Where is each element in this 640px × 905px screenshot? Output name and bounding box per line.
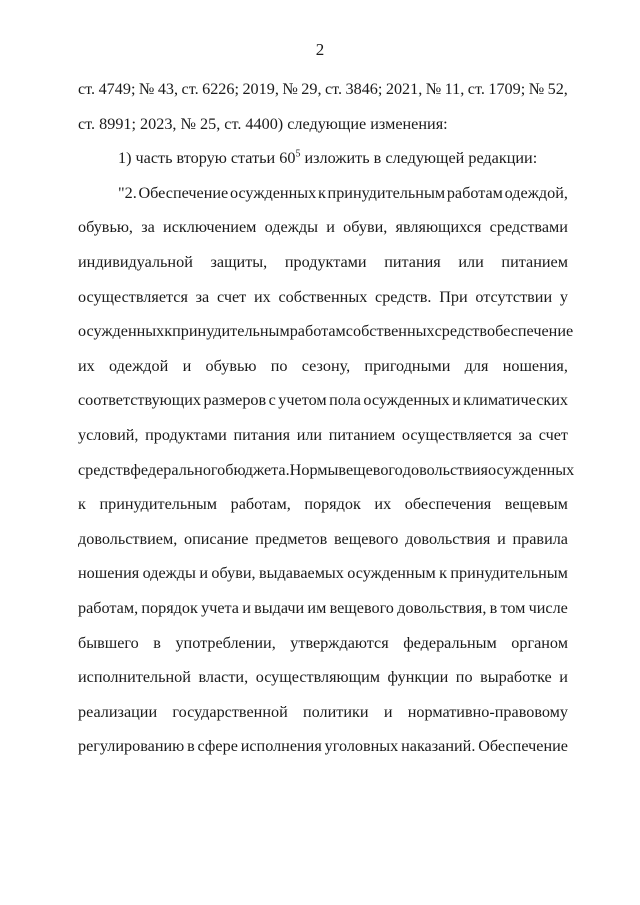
text-line: осуществляется за счет их собственных средств. При отсутствии у (78, 287, 568, 306)
text-segment: изложить в следующей редакции: (300, 149, 538, 168)
text-line (78, 141, 568, 176)
text-line: работам, порядок учета и выдачи им вещевого довольствия, в том числе (78, 598, 568, 617)
text-line: реализации государственной политики и нормативно-правовому (78, 702, 568, 721)
text-line: осужденных к принудительным работам собственных средств обеспечение (78, 322, 574, 341)
text-line: их одеждой и обувью по сезону, пригодными для ношения, (78, 356, 568, 375)
text-line: обувью, за исключением одежды и обуви, являющихся средствами (78, 218, 568, 237)
text-line: регулированию в сфере исполнения уголовных наказаний. Обеспечение (78, 737, 568, 756)
text-line: довольствием, описание предметов вещевого довольствия и правила (78, 529, 568, 548)
text-line: ношения одежды и обуви, выдаваемых осужденным к принудительным (78, 564, 568, 583)
text-line: средств федерального бюджета. Нормы вещевого довольствия осужденных (78, 460, 575, 479)
superscript: 5 (295, 148, 301, 160)
text-line: к принудительным работам, порядок их обеспечения вещевым (78, 495, 568, 514)
body-text (78, 72, 575, 764)
page-number: 2 (315, 40, 325, 59)
text-line: условий, продуктами питания или питанием осуществляется за счет (78, 425, 568, 444)
text-line: "2. Обеспечение осужденных к принудительным работам одеждой, (118, 183, 568, 202)
text-line: бывшего в употреблении, утверждаются федеральным органом (78, 633, 568, 652)
text-line: ст. 8991; 2023, № 25, ст. 4400) следующие изменения: (78, 114, 448, 133)
text-segment: 1) часть вторую статьи 60 (118, 149, 296, 168)
text-line: индивидуальной защиты, продуктами питания или питанием (78, 252, 568, 271)
text-line: ст. 4749; № 43, ст. 6226; 2019, № 29, ст. 3846; 2021, № 11, ст. 1709; № 52, (78, 80, 568, 98)
text-line: исполнительной власти, осуществляющим функции по выработке и (78, 668, 568, 687)
text-line: соответствующих размеров с учетом пола осужденных и климатических (78, 391, 568, 410)
